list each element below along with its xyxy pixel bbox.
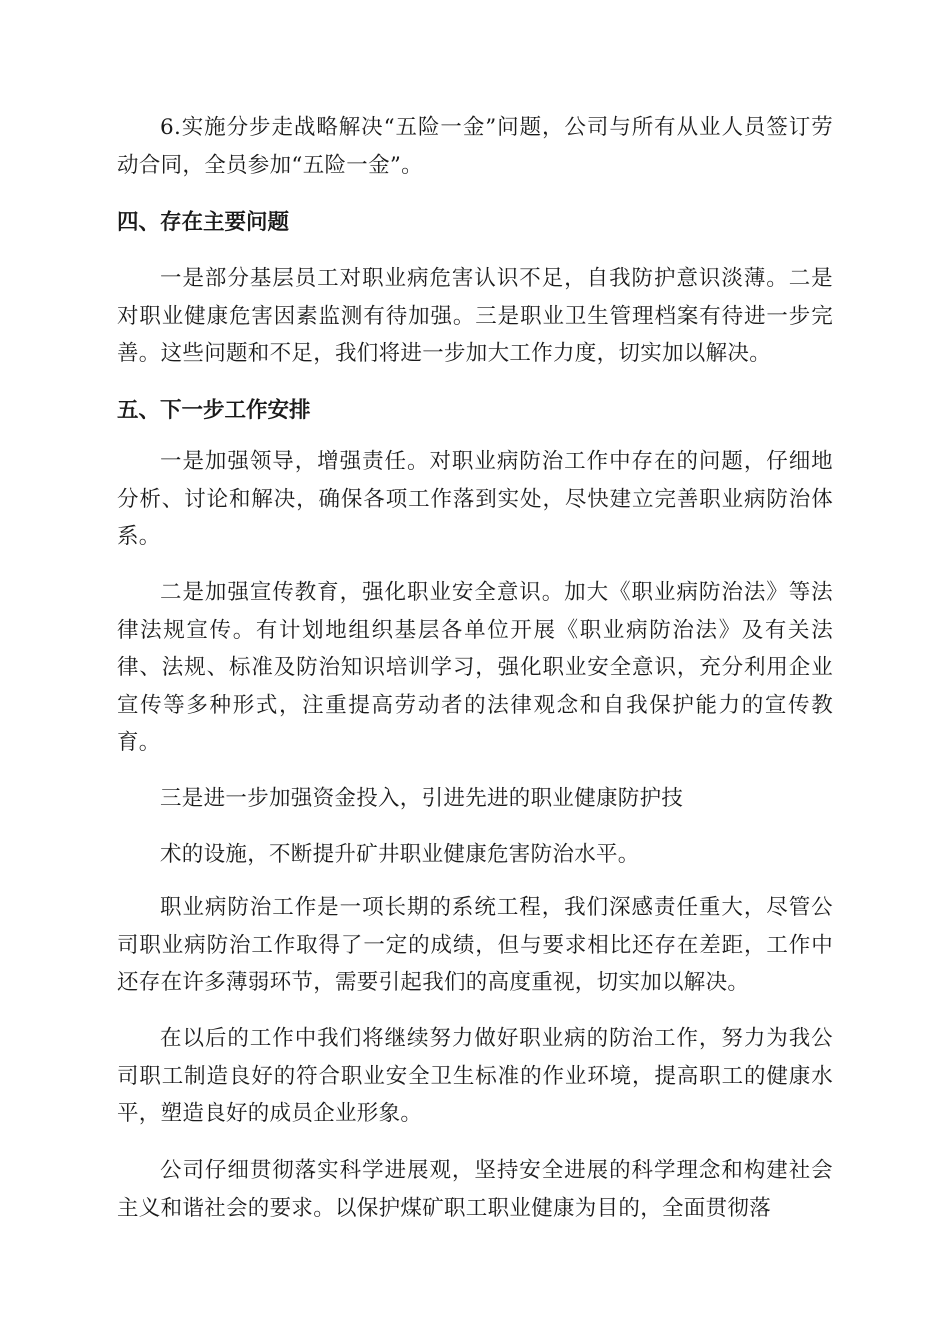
- paragraph-problems: 一是部分基层员工对职业病危害认识不足，自我防护意识淡薄。二是对职业健康危害因素监测有待加强。三是职业卫生管理档案有待进一步完善。这些问题和不足，我们将进一步加大工作力度，切实加以解决。: [117, 266, 833, 366]
- paragraph-five-insurances: 6.实施分步走战略解决“五险一金”问题，公司与所有从业人员签订劳动合同，全员参加“五险一金”。: [117, 115, 833, 178]
- paragraph-long-term: 职业病防治工作是一项长期的系统工程，我们深感责任重大，尽管公司职业病防治工作取得了一定的成绩，但与要求相比还存在差距，工作中还存在许多薄弱环节，需要引起我们的高度重视，切实加以解决。: [117, 895, 833, 995]
- paragraph-funding: 三是进一步加强资金投入，引进先进的职业健康防护技: [160, 786, 684, 811]
- heading-next-steps: 五、下一步工作安排: [117, 398, 311, 423]
- paragraph-future-work: 在以后的工作中我们将继续努力做好职业病的防治工作，努力为我公司职工制造良好的符合职业安全卫生标准的作业环境，提高职工的健康水平，塑造良好的成员企业形象。: [117, 1026, 833, 1126]
- paragraph-facilities: 术的设施，不断提升矿井职业健康危害防治水平。: [160, 842, 640, 867]
- paragraph-scientific-development: 公司仔细贯彻落实科学进展观，坚持安全进展的科学理念和构建社会主义和谐社会的要求。以保护煤矿职工职业健康为目的，全面贯彻落: [117, 1158, 833, 1221]
- paragraph-publicity: 二是加强宣传教育，强化职业安全意识。加大《职业病防治法》等法律法规宣传。有计划地组织基层各单位开展《职业病防治法》及有关法律、法规、标准及防治知识培训学习，强化职业安全意识，充分利用企业宣传等多种形式，注重提高劳动者的法律观念和自我保护能力的宣传教育。: [117, 580, 833, 755]
- paragraph-leadership: 一是加强领导，增强责任。对职业病防治工作中存在的问题，仔细地分析、讨论和解决，确保各项工作落到实处，尽快建立完善职业病防治体系。: [117, 449, 833, 549]
- heading-main-problems: 四、存在主要问题: [117, 210, 290, 235]
